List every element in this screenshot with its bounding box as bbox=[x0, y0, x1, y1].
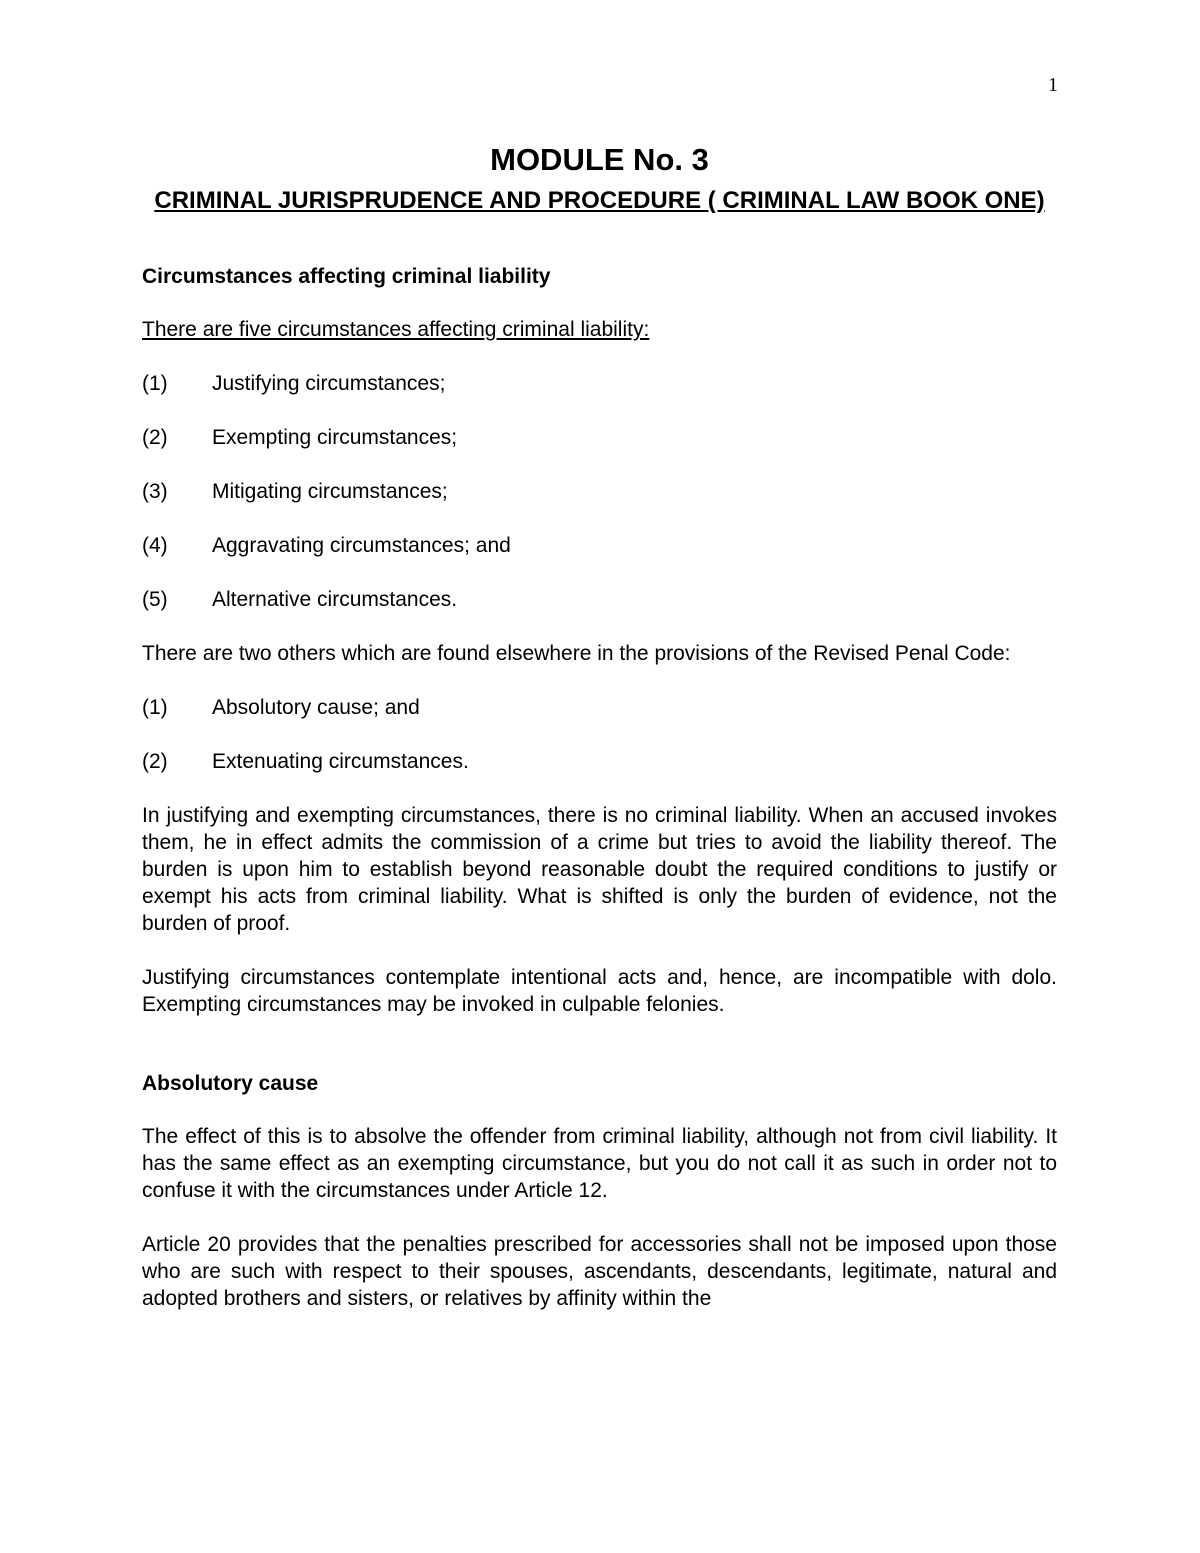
section-heading-circumstances: Circumstances affecting criminal liability bbox=[142, 265, 551, 288]
list-item-number: (4) bbox=[142, 534, 168, 557]
list-item-number: (2) bbox=[142, 426, 168, 449]
section-intro: There are five circumstances affecting criminal liability: bbox=[142, 318, 650, 341]
circumstances-list bbox=[142, 370, 1057, 613]
list-item bbox=[142, 424, 1057, 451]
other-causes-list bbox=[142, 694, 1057, 775]
paragraph-article-20: Article 20 provides that the penalties prescribed for accessories shall not be imposed upon those who are such with respect to their spouses, ascendants, descendants, legitimate, natural and adopted brothers and sisters, or relatives by affinity within the bbox=[142, 1233, 1057, 1310]
paragraph-burden: In justifying and exempting circumstances, there is no criminal liability. When an accused invokes them, he in effect admits the commission of a crime but tries to avoid the liability thereof. The burden is upon him to establish beyond reasonable doubt the required conditions to justify or exempt his acts from criminal liability. What is shifted is only the burden of evidence, not the burden of proof. bbox=[142, 804, 1057, 935]
list-item-text: Justifying circumstances; bbox=[212, 372, 446, 395]
section-heading-absolutory: Absolutory cause bbox=[142, 1072, 319, 1095]
list-item-number: (1) bbox=[142, 372, 168, 395]
paragraph-dolo: Justifying circumstances contemplate intentional acts and, hence, are incompatible with dolo. Exempting circumstances may be invoked in culpable felonies. bbox=[142, 966, 1057, 1016]
list-item-number: (2) bbox=[142, 750, 168, 773]
page-number: 1 bbox=[1048, 74, 1058, 96]
list-item bbox=[142, 748, 1057, 775]
module-title: MODULE No. 3 bbox=[490, 142, 709, 177]
list-item-text: Alternative circumstances. bbox=[212, 588, 458, 611]
list-item-text: Aggravating circumstances; and bbox=[212, 534, 511, 557]
document-body bbox=[142, 140, 1057, 1312]
list-item-text: Exempting circumstances; bbox=[212, 426, 458, 449]
list-item bbox=[142, 586, 1057, 613]
list-item bbox=[142, 478, 1057, 505]
others-intro: There are two others which are found elsewhere in the provisions of the Revised Penal Code: bbox=[142, 642, 1011, 665]
list-item-number: (5) bbox=[142, 588, 168, 611]
list-item-text: Mitigating circumstances; bbox=[212, 480, 448, 503]
list-item-text: Absolutory cause; and bbox=[212, 696, 420, 719]
list-item bbox=[142, 532, 1057, 559]
paragraph-absolutory-effect: The effect of this is to absolve the offender from criminal liability, although not from civil liability. It has the same effect as an exempting circumstance, but you do not call it as such in order not to confuse it with the circumstances under Article 12. bbox=[142, 1125, 1057, 1202]
list-item-text: Extenuating circumstances. bbox=[212, 750, 469, 773]
list-item bbox=[142, 694, 1057, 721]
list-item-number: (3) bbox=[142, 480, 168, 503]
subject-title: CRIMINAL JURISPRUDENCE AND PROCEDURE ( CRIMINAL LAW BOOK ONE) bbox=[154, 187, 1045, 214]
list-item bbox=[142, 370, 1057, 397]
list-item-number: (1) bbox=[142, 696, 168, 719]
